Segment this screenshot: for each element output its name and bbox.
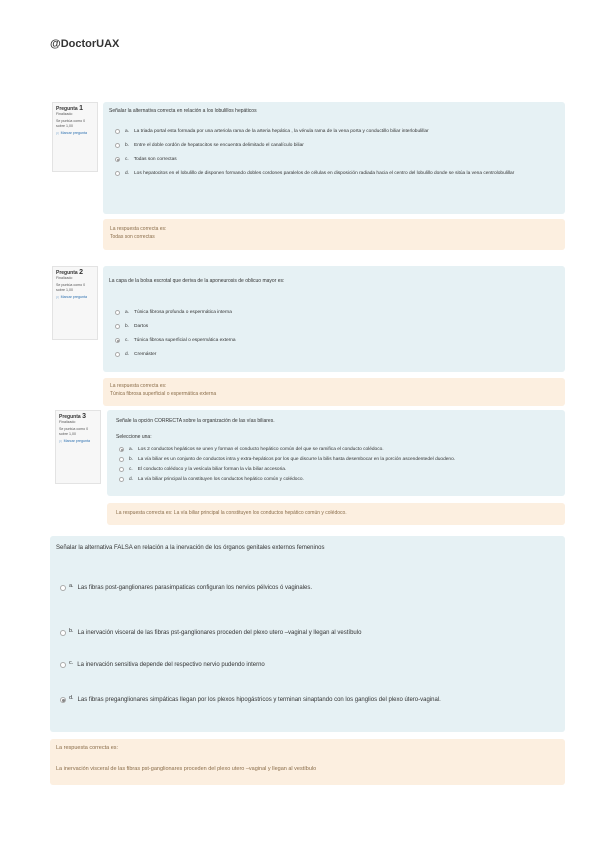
- answer-option[interactable]: d. Cremáster: [115, 351, 555, 358]
- answer-option[interactable]: b. Entre el doble cordón de hepatocitos se encuentra delimitado el canalículo biliar: [115, 142, 555, 149]
- answer-option[interactable]: a. La triada portal esta formada por una arteriola rama de la arteria hepática , la vénula rama de la vena porta y conductillo biliar interlobulillar: [115, 128, 555, 135]
- correct-answer-text: La respuesta correcta es: La vía biliar principal la constituyen los conductos hepático común y colédoco.: [116, 510, 347, 516]
- question-prompt: Señale la opción CORRECTA sobre la organización de las vías biliares.: [116, 418, 275, 424]
- radio-button[interactable]: [60, 630, 66, 636]
- answer-option[interactable]: c. El conducto colédoco y la vesícula biliar forman la vía biliar accesoria.: [119, 466, 563, 473]
- correct-answer-box-3: [107, 503, 565, 525]
- radio-button-selected[interactable]: [119, 447, 124, 452]
- radio-button[interactable]: [115, 171, 120, 176]
- flag-question-link[interactable]: ⚐ Marcar pregunta: [59, 439, 90, 444]
- question-number: 3: [82, 413, 86, 420]
- flag-question-link[interactable]: ⚐ Marcar pregunta: [56, 295, 87, 300]
- question-info-1: [52, 102, 98, 172]
- flag-icon: ⚐: [56, 295, 60, 300]
- question-prompt: Señalar la alternativa FALSA en relación a la inervación de los órganos genitales externos femeninos: [56, 545, 325, 551]
- question-status: Finalizado: [56, 112, 73, 116]
- correct-answer-label: La respuesta correcta es:: [110, 383, 167, 389]
- question-box-3: [107, 410, 565, 496]
- radio-button[interactable]: [119, 477, 124, 482]
- question-box-2: [103, 266, 565, 372]
- radio-button[interactable]: [119, 467, 124, 472]
- flag-icon: ⚐: [56, 131, 60, 136]
- correct-answer-box-1: [103, 219, 565, 250]
- radio-button[interactable]: [115, 310, 120, 315]
- answer-option[interactable]: d. Las fibras preganglionares simpáticas llegan por los plexos hipogástricos y terminan sinaptando con los ganglios del plexo útero-vaginal.: [60, 696, 560, 705]
- question-score: Se puntúa como 0 sobre 1,00: [59, 427, 89, 436]
- answer-option[interactable]: d. Los hepatocitos en el lobulillo de disponen formando dobles cordones paralelos de células en disposición radiada hacia el centro del lobulillo donde se sitúa la vena centrolobulillar: [115, 170, 555, 177]
- radio-button-selected[interactable]: [115, 157, 120, 162]
- radio-button[interactable]: [119, 457, 124, 462]
- question-number: 1: [79, 105, 83, 112]
- brand-title: @DoctorUAX: [50, 38, 120, 50]
- correct-answer-text: La inervación visceral de las fibras pst-ganglionares proceden del plexo utero –vaginal y llegan al vestíbulo: [56, 766, 317, 772]
- question-score: Se puntúa como 0 sobre 1,00: [56, 119, 86, 128]
- correct-answer-text: Todas son correctas: [110, 234, 155, 240]
- question-label: Pregunta: [59, 414, 81, 420]
- answer-option[interactable]: c. La inervación sensitiva depende del respectivo nervio pudendo interno: [60, 661, 560, 670]
- question-info-3: [55, 410, 101, 484]
- question-label: Pregunta: [56, 106, 78, 112]
- answer-option[interactable]: a. Los 2 conductos hepáticos se unen y forman el conducto hepático común del que se ramifica el conducto colédoco.: [119, 446, 563, 453]
- radio-button[interactable]: [115, 143, 120, 148]
- radio-button-selected[interactable]: [60, 697, 66, 703]
- radio-button[interactable]: [115, 324, 120, 329]
- answer-option[interactable]: a. Túnica fibrosa profunda o espermática interna: [115, 309, 555, 316]
- answer-option[interactable]: b. Dartos: [115, 323, 555, 330]
- answer-option[interactable]: b. La inervación visceral de las fibras pst-ganglionares proceden del plexo utero –vaginal y llegan al vestíbulo: [60, 629, 560, 638]
- answer-option[interactable]: a. Las fibras post-ganglionares parasimpaticas configuran los nervios pélvicos ó vaginales.: [60, 584, 560, 593]
- question-label: Pregunta: [56, 270, 78, 276]
- answer-option[interactable]: c. Túnica fibrosa superficial o espermática externa: [115, 337, 555, 344]
- radio-button[interactable]: [115, 129, 120, 134]
- instruction-text: Seleccione una:: [116, 434, 152, 440]
- question-score: Se puntúa como 0 sobre 1,00: [56, 283, 86, 292]
- correct-answer-box-2: [103, 378, 565, 406]
- flag-question-link[interactable]: ⚐ Marcar pregunta: [56, 131, 87, 136]
- radio-button[interactable]: [60, 662, 66, 668]
- question-info-2: [52, 266, 98, 340]
- answer-option[interactable]: c. Todas son correctas: [115, 156, 555, 163]
- correct-answer-box-4: [50, 739, 565, 785]
- question-box-4: [50, 536, 565, 732]
- question-box-1: [103, 102, 565, 214]
- correct-answer-label: La respuesta correcta es:: [56, 745, 119, 751]
- question-status: Finalizado: [59, 420, 76, 424]
- correct-answer-text: Túnica fibrosa superficial o espermática externa: [110, 391, 217, 397]
- question-prompt: La capa de la bolsa escrotal que deriva de la aponeurosis de oblicuo mayor es:: [109, 278, 285, 284]
- question-number: 2: [79, 269, 83, 276]
- answer-option[interactable]: b. La vía biliar es un conjunto de conductos intra y extra-hepáticos por los que discurre la bilis hasta desembocar en la porción ascendentedel duodeno.: [119, 456, 563, 463]
- flag-icon: ⚐: [59, 439, 63, 444]
- question-status: Finalizado: [56, 276, 73, 280]
- correct-answer-label: La respuesta correcta es:: [110, 226, 167, 232]
- radio-button[interactable]: [115, 352, 120, 357]
- radio-button[interactable]: [60, 585, 66, 591]
- question-prompt: Señalar la alternativa correcta en relación a los lobulillos hepáticos: [109, 108, 257, 114]
- answer-option[interactable]: d. La vía biliar principal la constituyen los conductos hepático común y colédoco.: [119, 476, 563, 483]
- radio-button-selected[interactable]: [115, 338, 120, 343]
